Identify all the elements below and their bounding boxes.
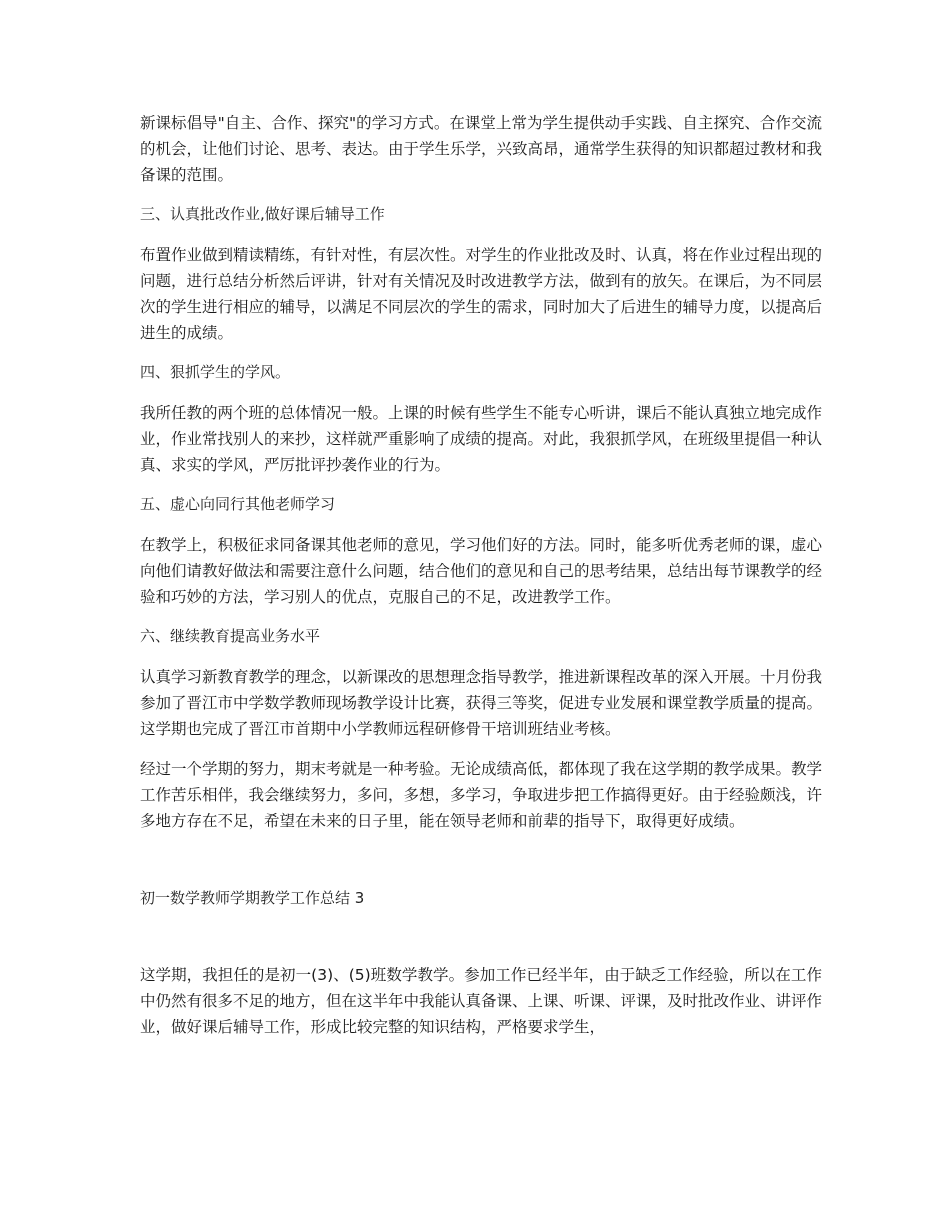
section-6-heading: 六、继续教育提高业务水平 [140,627,321,645]
document-page [140,110,822,1054]
final-paragraph: 这学期，我担任的是初一(3)、(5)班数学教学。参加工作已经半年，由于缺乏工作经验，所以在工作中仍然有很多不足的地方，但在这半年中我能认真备课、上课、听课、评课，及时批改作业、讲评作业，做好课后辅导工作，形成比较完整的知识结构，严格要求学生， [140,966,823,1036]
spacer [140,910,822,962]
document-title: 初一数学教师学期教学工作总结 3 [140,889,365,907]
spacer [140,848,822,886]
section-5-paragraph: 在教学上，积极征求同备课其他老师的意见，学习他们好的方法。同时，能多听优秀老师的课，虚心向他们请教好做法和需要注意什么问题，结合他们的意见和自己的思考结果，总结出每节课教学的经验和巧妙的方法，学习别人的优点，克服自己的不足，改进教学工作。 [140,536,823,606]
conclusion-paragraph: 经过一个学期的努力，期末考就是一种考验。无论成绩高低，都体现了我在这学期的教学成果。教学工作苦乐相伴，我会继续努力，多问，多想，多学习，争取进步把工作搞得更好。由于经验颇浅，许多地方存在不足，希望在未来的日子里，能在领导老师和前辈的指导下，取得更好成绩。 [140,760,823,830]
section-3-paragraph: 布置作业做到精读精练，有针对性，有层次性。对学生的作业批改及时、认真，将在作业过程出现的问题，进行总结分析然后评讲，针对有关情况及时改进教学方法，做到有的放矢。在课后，为不同层次的学生进行相应的辅导，以满足不同层次的学生的需求，同时加大了后进生的辅导力度，以提高后进生的成绩。 [140,246,823,342]
section-6-paragraph: 认真学习新教育教学的理念，以新课改的思想理念指导教学，推进新课程改革的深入开展。十月份我参加了晋江市中学数学教师现场教学设计比赛，获得三等奖，促进专业发展和课堂教学质量的提高。这学期也完成了晋江市首期中小学教师远程研修骨干培训班结业考核。 [140,668,823,738]
section-3-heading: 三、认真批改作业,做好课后辅导工作 [140,205,385,223]
section-5-heading: 五、虚心向同行其他老师学习 [140,495,336,513]
intro-paragraph: 新课标倡导"自主、合作、探究"的学习方式。在课堂上常为学生提供动手实践、自主探究、合作交流的机会，让他们讨论、思考、表达。由于学生乐学，兴致高昂，通常学生获得的知识都超过教材和我备课的范围。 [140,114,823,184]
section-4-paragraph: 我所任教的两个班的总体情况一般。上课的时候有些学生不能专心听讲，课后不能认真独立地完成作业，作业常找别人的来抄，这样就严重影响了成绩的提高。对此，我狠抓学风，在班级里提倡一种认真、求实的学风，严厉批评抄袭作业的行为。 [140,404,823,474]
section-4-heading: 四、狠抓学生的学风。 [140,363,291,381]
